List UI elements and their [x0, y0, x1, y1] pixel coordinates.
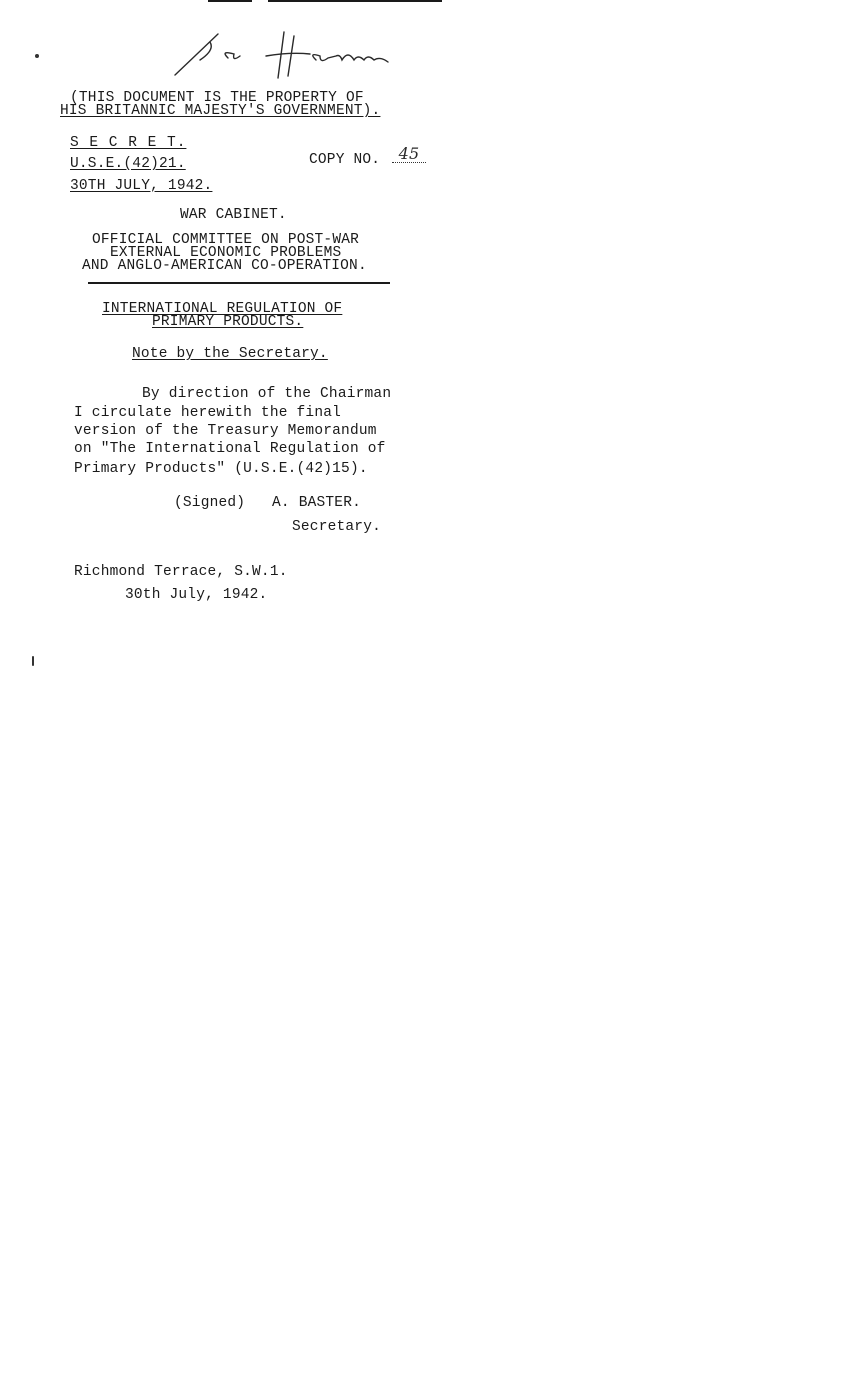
address-date: 30th July, 1942. — [125, 587, 268, 603]
handwritten-signature — [170, 20, 410, 80]
signer-name: A. BASTER. — [272, 495, 362, 511]
reference-number: U.S.E.(42)21. — [70, 156, 186, 172]
section-divider — [88, 282, 390, 284]
body-line-4: on "The International Regulation of — [74, 441, 386, 457]
note-heading: Note by the Secretary. — [132, 346, 328, 362]
property-notice-line2: HIS BRITANNIC MAJESTY'S GOVERNMENT). — [60, 103, 381, 119]
margin-speck — [32, 656, 34, 666]
body-line-3: version of the Treasury Memorandum — [74, 423, 377, 439]
document-date: 30TH JULY, 1942. — [70, 178, 213, 194]
top-edge-rule-long — [268, 0, 442, 2]
body-line-1: By direction of the Chairman — [142, 386, 392, 402]
body-line-2: I circulate herewith the final — [74, 405, 342, 421]
subject-line2: PRIMARY PRODUCTS. — [152, 314, 304, 330]
property-notice-line1: (THIS DOCUMENT IS THE PROPERTY OF — [70, 90, 364, 106]
top-edge-rule — [208, 0, 252, 2]
subject-line1: INTERNATIONAL REGULATION OF — [102, 301, 343, 317]
committee-line2: EXTERNAL ECONOMIC PROBLEMS — [110, 245, 342, 261]
war-cabinet-heading: WAR CABINET. — [180, 207, 287, 223]
classification: S E C R E T. — [70, 135, 187, 151]
signed-label: (Signed) — [174, 495, 246, 511]
body-line-5: Primary Products" (U.S.E.(42)15). — [74, 461, 368, 477]
committee-line1: OFFICIAL COMMITTEE ON POST-WAR — [92, 232, 360, 248]
margin-speck — [35, 54, 39, 58]
committee-line3: AND ANGLO-AMERICAN CO-OPERATION. — [82, 258, 367, 274]
address: Richmond Terrace, S.W.1. — [74, 564, 288, 580]
copy-label: COPY NO. — [309, 152, 381, 168]
signer-title: Secretary. — [292, 519, 382, 535]
copy-number: 45 — [392, 146, 426, 163]
